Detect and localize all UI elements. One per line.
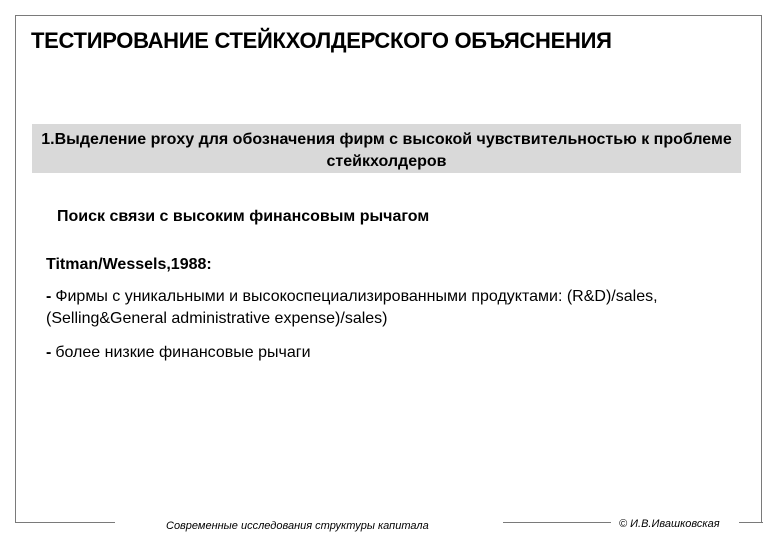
reference-citation: Titman/Wessels,1988: xyxy=(46,256,212,273)
bullet-item xyxy=(46,286,686,330)
bullet-text: более низкие финансовые рычаги xyxy=(55,344,311,361)
footer-course-title: Современные исследования структуры капитала xyxy=(166,520,429,532)
footer-divider-left xyxy=(15,522,115,523)
footer-divider-middle xyxy=(503,522,611,523)
footer-divider-right xyxy=(739,522,763,523)
subheading: Поиск связи с высоким финансовым рычагом xyxy=(57,208,430,225)
bullet-text: Фирмы с уникальными и высокоспециализированными продуктами: (R&D)/sales, (Selling&General administrative expense)/sales) xyxy=(46,288,658,327)
bullet-item xyxy=(46,342,686,364)
bullet-dash: - xyxy=(46,344,52,361)
bullet-dash: - xyxy=(46,288,52,305)
section-banner: 1.Выделение proxy для обозначения фирм с высокой чувствительностью к проблеме стейкхолдеров xyxy=(32,124,741,173)
slide-title: ТЕСТИРОВАНИЕ СТЕЙКХОЛДЕРСКОГО ОБЪЯСНЕНИЯ xyxy=(31,28,612,53)
footer-author: © И.В.Ивашковская xyxy=(619,518,720,530)
